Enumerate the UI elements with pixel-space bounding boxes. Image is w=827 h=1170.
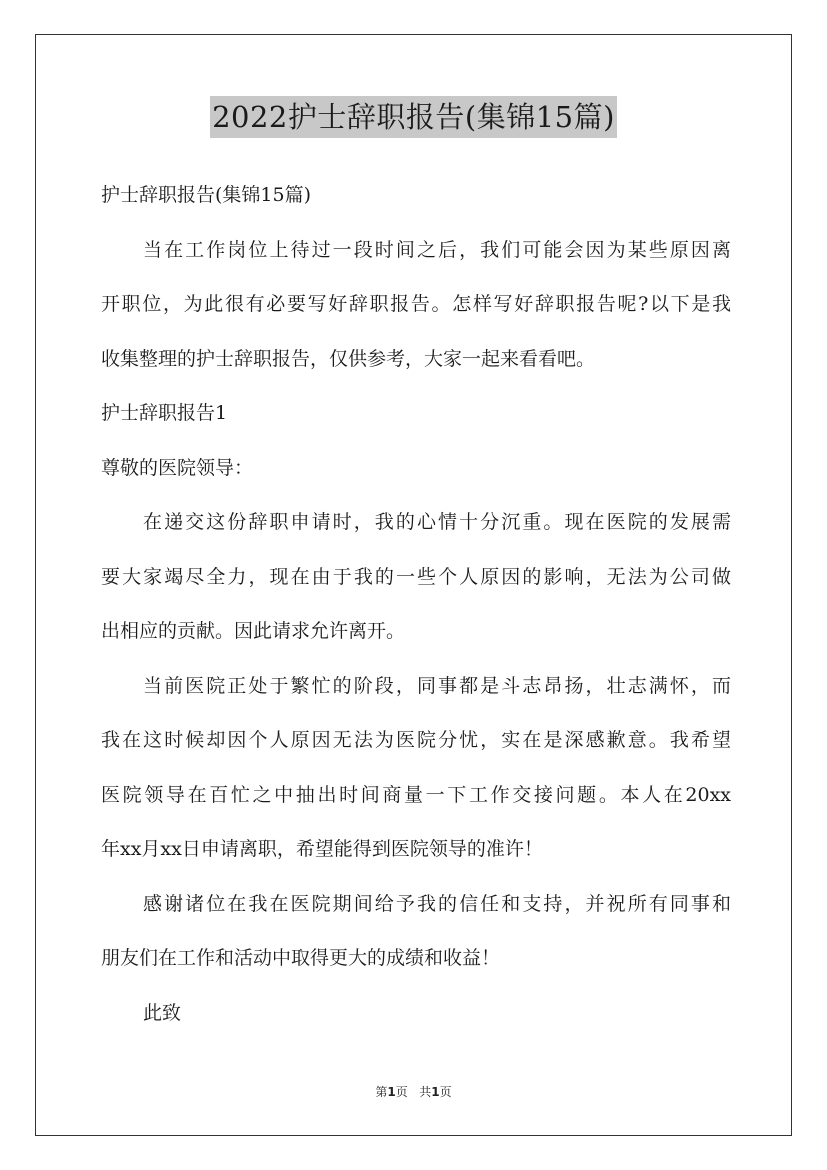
intro-paragraph-line: 收集整理的护士辞职报告，仅供参考，大家一起来看看吧。 <box>101 347 596 370</box>
section-heading: 护士辞职报告1 <box>101 402 228 424</box>
body-paragraph-line: 朋友们在工作和活动中取得更大的成绩和收益！ <box>101 947 501 969</box>
body-paragraph-line: 年xx月xx日申请离职，希望能得到医院领导的准许！ <box>101 838 543 860</box>
intro-paragraph-line: 开职位，为此很有必要写好辞职报告。怎样写好辞职报告呢?以下是我 <box>101 293 731 315</box>
footer-page-total: 1 <box>431 1085 440 1099</box>
salutation: 尊敬的医院领导： <box>101 456 254 479</box>
subtitle-line: 护士辞职报告(集锦15篇) <box>101 184 312 206</box>
footer-page-suffix: 页 <box>395 1085 408 1099</box>
document-title: 2022护士辞职报告(集锦15篇) <box>210 96 617 138</box>
page-footer <box>0 1083 827 1100</box>
title-container <box>0 96 827 138</box>
body-paragraph-line: 我在这时候却因个人原因无法为医院分忧，实在是深感歉意。我希望 <box>101 729 731 751</box>
body-paragraph-line: 医院领导在百忙之中抽出时间商量一下工作交接问题。本人在20xx <box>101 783 731 806</box>
document-body <box>101 168 731 1040</box>
body-paragraph-line: 在递交这份辞职申请时，我的心情十分沉重。现在医院的发展需 <box>143 511 731 533</box>
footer-page-prefix: 第 <box>375 1085 388 1099</box>
body-paragraph-line: 要大家竭尽全力，现在由于我的一些个人原因的影响，无法为公司做 <box>101 565 731 588</box>
closing-line: 此致 <box>143 1001 182 1024</box>
body-paragraph-line: 出相应的贡献。因此请求允许离开。 <box>101 620 406 642</box>
body-paragraph-line: 当前医院正处于繁忙的阶段，同事都是斗志昂扬，壮志满怀，而 <box>143 674 731 697</box>
intro-paragraph-line: 当在工作岗位上待过一段时间之后，我们可能会因为某些原因离 <box>143 238 731 261</box>
footer-total-prefix: 共 <box>419 1085 432 1099</box>
body-paragraph-line: 感谢诸位在我在医院期间给予我的信任和支持，并祝所有同事和 <box>143 892 731 915</box>
footer-page-current: 1 <box>387 1085 396 1099</box>
footer-total-suffix: 页 <box>439 1085 452 1099</box>
